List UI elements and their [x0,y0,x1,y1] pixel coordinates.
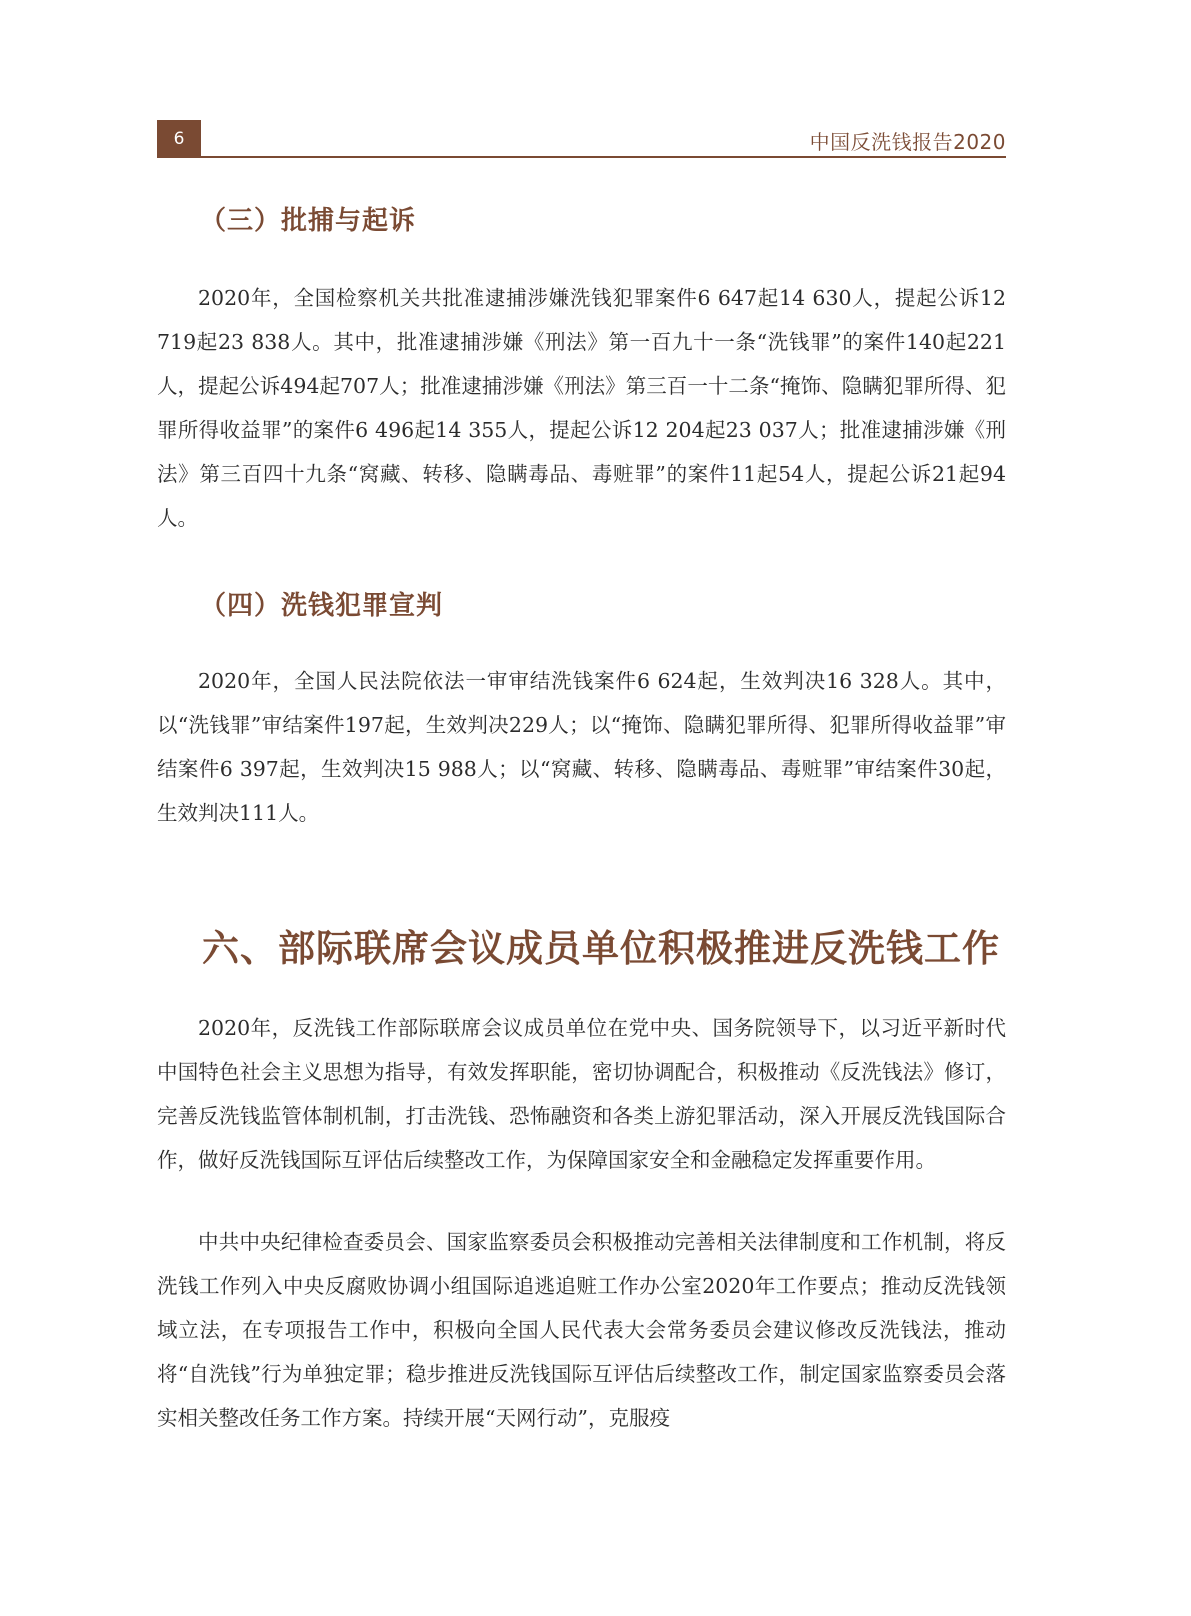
paragraph-arrest: 2020年，全国检察机关共批准逮捕涉嫌洗钱犯罪案件6 647起14 630人，提起公诉12 719起23 838人。其中，批准逮捕涉嫌《刑法》第一百九十一条“洗钱罪”的案件140起221人，提起公诉494起707人；批准逮捕涉嫌《刑法》第三百一十二条“掩饰、隐瞒犯罪所得、犯罪所得收益罪”的案件6 496起14 355人，提起公诉12 204起23 037人；批准逮捕涉嫌《刑法》第三百四十九条“窝藏、转移、隐瞒毒品、毒赃罪”的案件11起54人，提起公诉21起94人。 [157,286,1006,530]
paragraph-six-1: 2020年，反洗钱工作部际联席会议成员单位在党中央、国务院领导下，以习近平新时代中国特色社会主义思想为指导，有效发挥职能，密切协调配合，积极推动《反洗钱法》修订，完善反洗钱监管体制机制，打击洗钱、恐怖融资和各类上游犯罪活动，深入开展反洗钱国际合作，做好反洗钱国际互评估后续整改工作，为保障国家安全和金融稳定发挥重要作用。 [157,1016,1006,1172]
section-heading-six: 六、部际联席会议成员单位积极推进反洗钱工作 [202,926,1000,970]
page-number: 6 [157,120,201,158]
subsection-heading-sentencing: （四）洗钱犯罪宣判 [200,591,444,621]
paragraph-sentencing: 2020年，全国人民法院依法一审审结洗钱案件6 624起，生效判决16 328人。其中，以“洗钱罪”审结案件197起，生效判决229人；以“掩饰、隐瞒犯罪所得、犯罪所得收益罪”审结案件6 397起，生效判决15 988人；以“窝藏、转移、隐瞒毒品、毒赃罪”审结案件30起，生效判决111人。 [157,669,1006,825]
paragraph-six-2: 中共中央纪律检查委员会、国家监察委员会积极推动完善相关法律制度和工作机制，将反洗钱工作列入中央反腐败协调小组国际追逃追赃工作办公室2020年工作要点；推动反洗钱领域立法，在专项报告工作中，积极向全国人民代表大会常务委员会建议修改反洗钱法，推动将“自洗钱”行为单独定罪；稳步推进反洗钱国际互评估后续整改工作，制定国家监察委员会落实相关整改任务工作方案。持续开展“天网行动”，克服疫 [157,1230,1006,1430]
subsection-heading-arrest: （三）批捕与起诉 [200,206,417,236]
header-rule [157,156,1006,158]
running-title: 中国反洗钱报告2020 [809,130,1006,154]
